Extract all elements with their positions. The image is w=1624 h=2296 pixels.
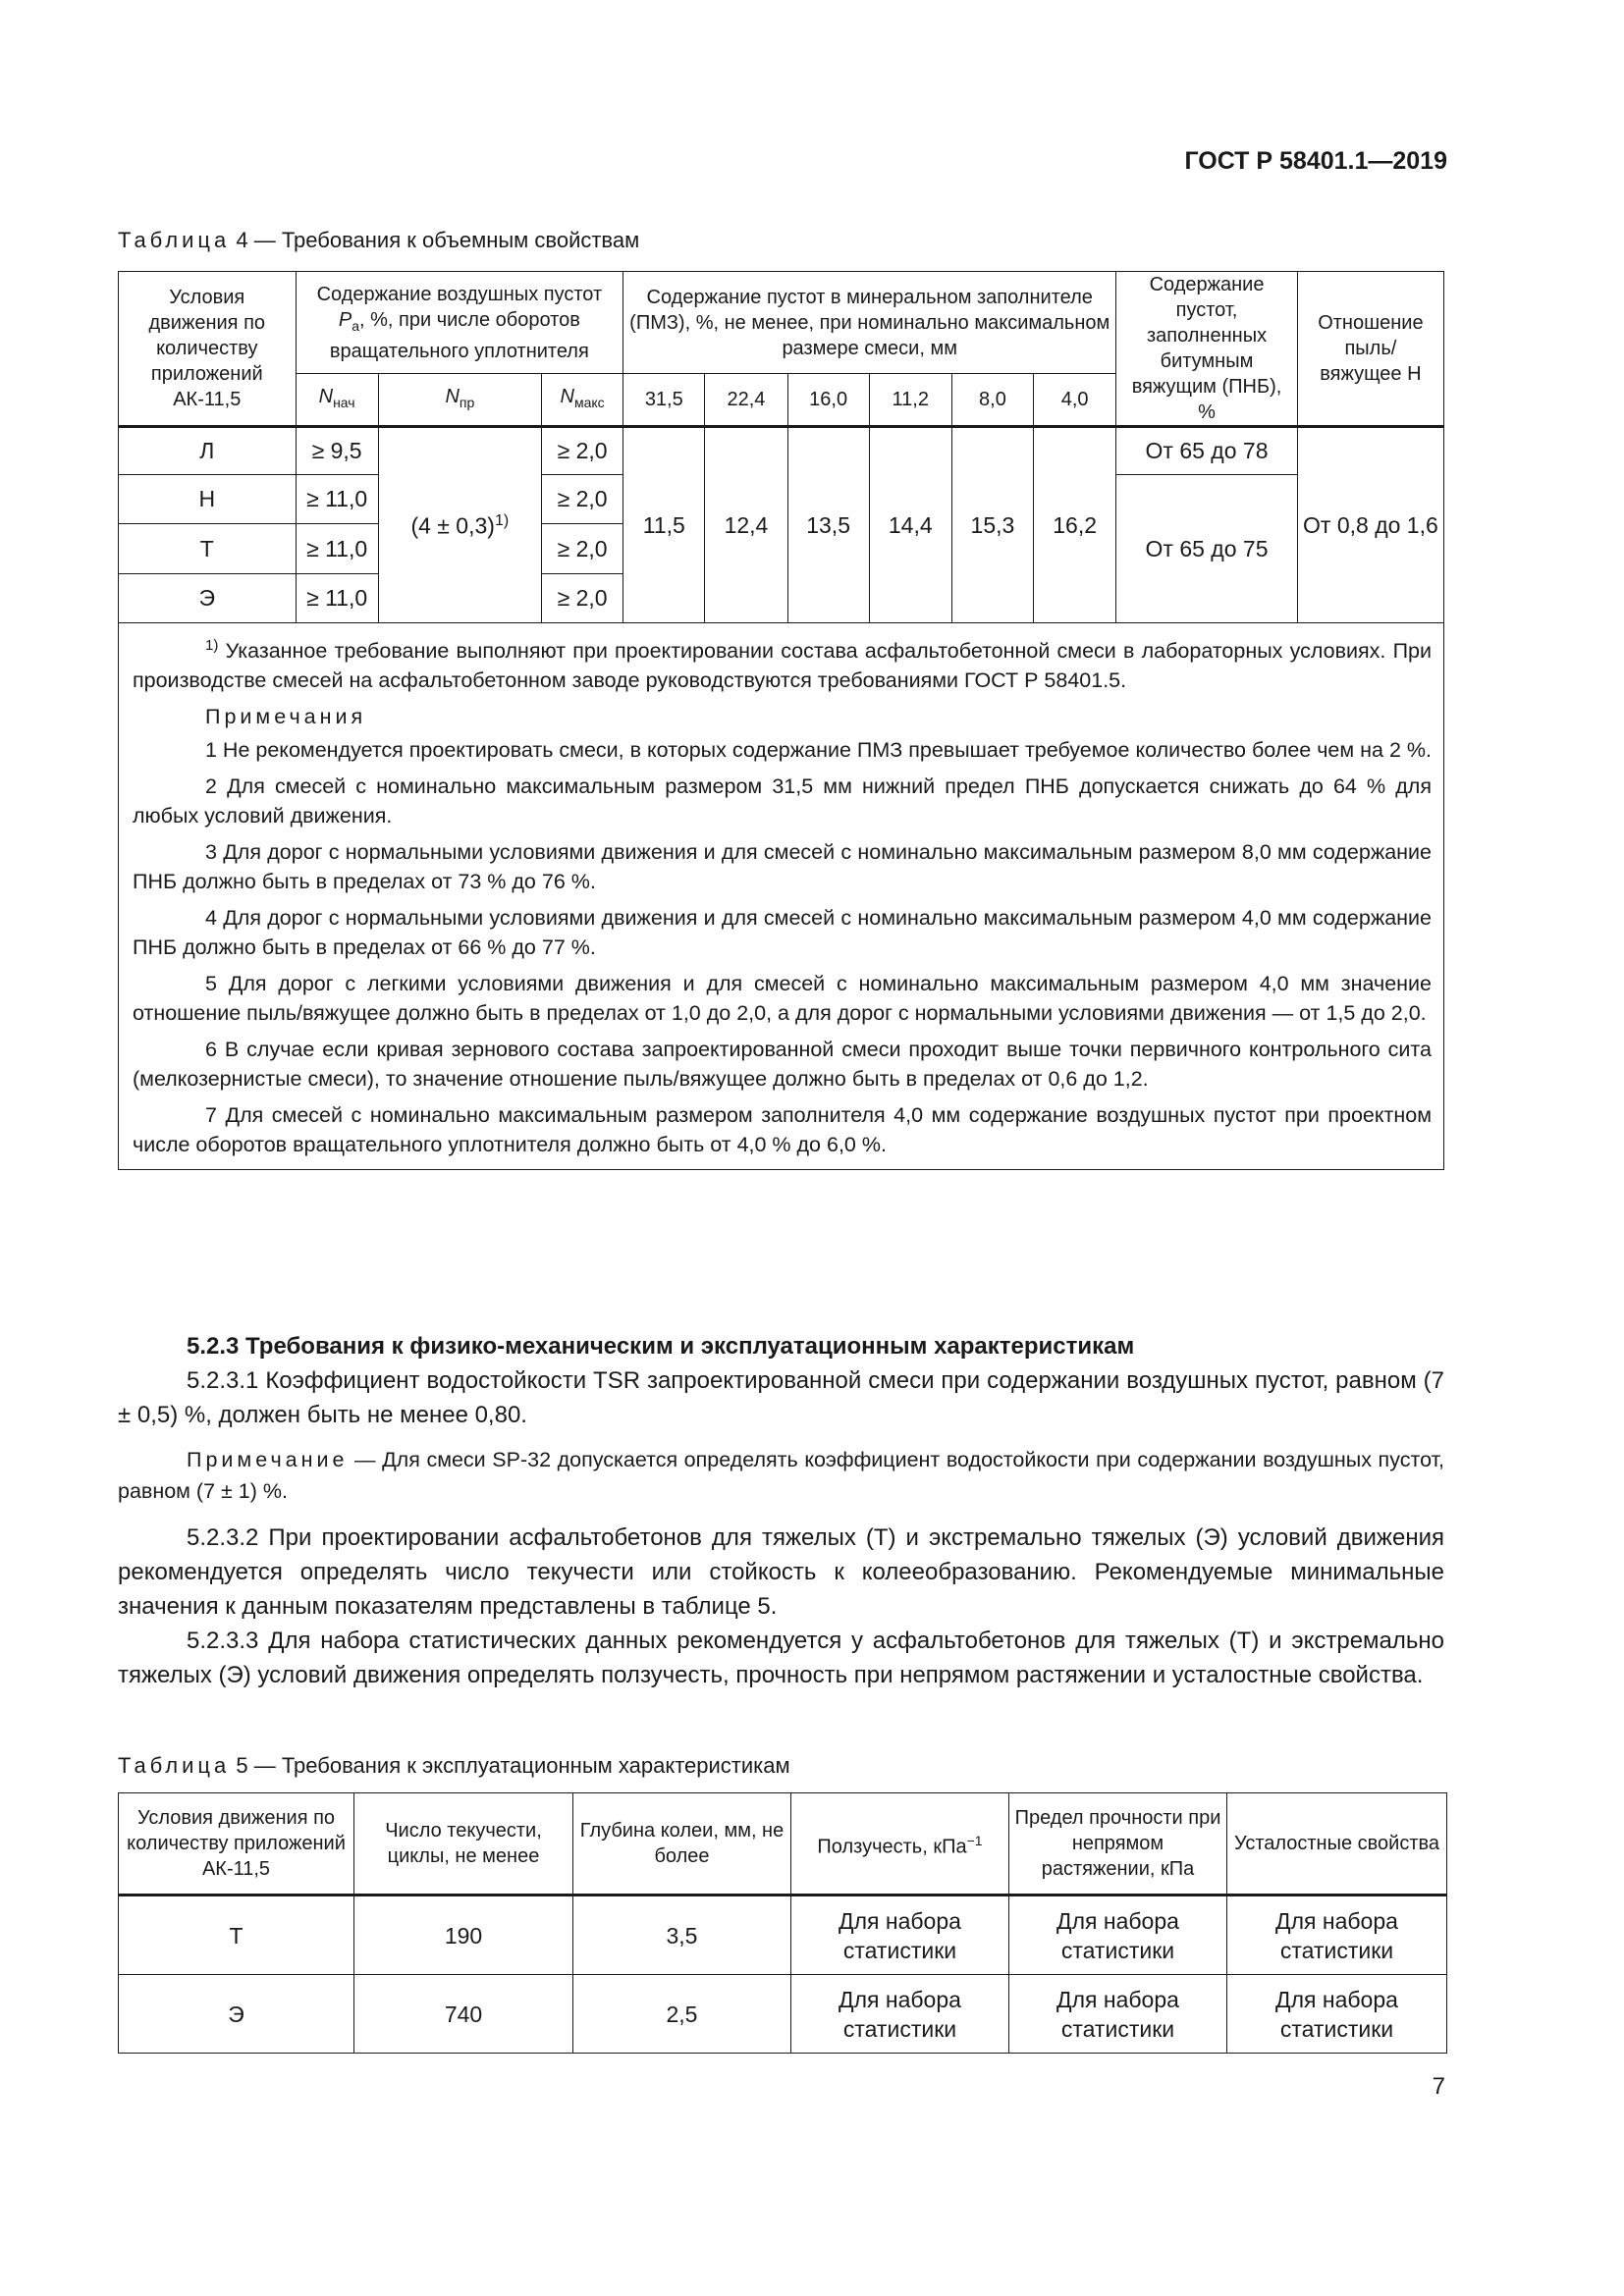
t4-cell-n-start: ≥ 11,0 — [296, 574, 378, 623]
t4-header-n-max: $N_{макс}$ — [542, 374, 623, 427]
t4-cell-vma: 14,4 — [869, 427, 951, 623]
t4-cell-n-start: ≥ 9,5 — [296, 427, 378, 475]
t4-cell-condition: Э — [119, 574, 297, 623]
t5-cell: Т — [119, 1896, 354, 1975]
t4-cell-n-max: ≥ 2,0 — [542, 475, 623, 524]
t4-cell-dust-ratio: От 0,8 до 1,6 — [1297, 427, 1443, 623]
t4-cell-vfa: От 65 до 78 — [1116, 427, 1298, 475]
t5-cell: Для набора статистики — [791, 1975, 1009, 2054]
section-note: Примечание — Для смеси SP-32 допускается определять коэффициент водостойкости при содержании воздушных пустот, равном (7 ± 1) %. — [118, 1448, 1444, 1503]
t5-cell: 740 — [354, 1975, 573, 2054]
t5-header: Усталостные свойства — [1227, 1793, 1447, 1896]
t4-header-vma: Содержание пустот в минеральном заполнителе (ПМЗ), %, не менее, при номинально максимальном размере смеси, мм — [623, 272, 1116, 374]
t5-header: Условия движения по количеству приложений АК-11,5 — [119, 1793, 354, 1896]
t4-cell-n-start: ≥ 11,0 — [296, 475, 378, 524]
t4-cell-n-max: ≥ 2,0 — [542, 524, 623, 574]
t4-note: 7 Для смесей с номинально максимальным размером заполнителя 4,0 мм содержание воздушных пустот при проектном числе оборотов вращательного уплотнителя должно быть от 4,0 % до 6,0 %. — [133, 1103, 1432, 1157]
table4 — [118, 271, 1444, 1170]
t4-header-size: 11,2 — [869, 374, 951, 427]
t5-cell: Для набора статистики — [1227, 1896, 1447, 1975]
t4-header-dust-ratio: Отношение пыль/ вяжущее Н — [1297, 272, 1443, 427]
table5 — [118, 1792, 1447, 2054]
t4-header-conditions: Условия движения по количеству приложений АК-11,5 — [119, 272, 297, 427]
t4-cell-vma: 16,2 — [1034, 427, 1116, 623]
t4-cell-vma: 11,5 — [623, 427, 705, 623]
t4-header-size: 16,0 — [787, 374, 869, 427]
t4-note: 3 Для дорог с нормальными условиями движения и для смесей с номинально максимальным размером 8,0 мм содержание ПНБ должно быть в пределах от 73 % до 76 %. — [133, 840, 1432, 894]
t4-header-size: 22,4 — [705, 374, 787, 427]
t4-cell-n-design: $(4 \pm 0,3)^{1)}$ — [378, 427, 541, 623]
t4-cell-condition: Т — [119, 524, 297, 574]
t5-cell: Для набора статистики — [1227, 1975, 1447, 2054]
t4-header-n-design: $N_{пр}$ — [378, 374, 541, 427]
t4-cell-vma: 13,5 — [787, 427, 869, 623]
t5-cell: Для набора статистики — [1009, 1896, 1227, 1975]
t4-cell-condition: Н — [119, 475, 297, 524]
t4-header-n-start: $N_{нач}$ — [296, 374, 378, 427]
t4-note: 4 Для дорог с нормальными условиями движения и для смесей с номинально максимальным размером 4,0 мм содержание ПНБ должно быть в пределах от 66 % до 77 %. — [133, 906, 1432, 960]
t5-header: Глубина колеи, мм, не более — [573, 1793, 791, 1896]
t4-cell-vma: 12,4 — [705, 427, 787, 623]
t4-cell-condition: Л — [119, 427, 297, 475]
t5-cell: Для набора статистики — [791, 1896, 1009, 1975]
table4-caption: Таблица 4 — Требования к объемным свойствам — [118, 228, 640, 252]
t4-notes — [119, 623, 1444, 1170]
t4-cell-n-max: ≥ 2,0 — [542, 574, 623, 623]
t4-header-air-voids: Содержание воздушных пустот $P_a$, %, при числе оборотов вращательного уплотнителя — [296, 272, 623, 374]
t4-cell-vma: 15,3 — [951, 427, 1033, 623]
t4-cell-vfa: От 65 до 75 — [1116, 475, 1298, 623]
t4-header-vfa: Содержание пустот, заполненных битумным вяжущим (ПНБ), % — [1116, 272, 1298, 427]
section-5-2-3 — [118, 1329, 1444, 1692]
document-id: ГОСТ Р 58401.1—2019 — [1184, 147, 1447, 175]
paragraph-5-2-3-1: 5.2.3.1 Коэффициент водостойкости TSR запроектированной смеси при содержании воздушных пустот, равном (7 ± 0,5) %, должен быть не менее 0,80. — [118, 1367, 1444, 1428]
t5-cell: Э — [119, 1975, 354, 2054]
t4-header-size: 31,5 — [623, 374, 705, 427]
t4-note: 2 Для смесей с номинально максимальным размером 31,5 мм нижний предел ПНБ допускается снижать до 64 % для любых условий движения. — [133, 774, 1432, 828]
t4-cell-n-start: ≥ 11,0 — [296, 524, 378, 574]
t5-header: Предел прочности при непрямом растяжении, кПа — [1009, 1793, 1227, 1896]
table5-caption: Таблица 5 — Требования к эксплуатационным характеристикам — [118, 1753, 790, 1778]
t5-cell: 190 — [354, 1896, 573, 1975]
t5-cell: 3,5 — [573, 1896, 791, 1975]
t4-header-size: 4,0 — [1034, 374, 1116, 427]
t4-note: 1 Не рекомендуется проектировать смеси, в которых содержание ПМЗ превышает требуемое количество более чем на 2 %. — [205, 738, 1432, 763]
t5-header: Число текучести, циклы, не менее — [354, 1793, 573, 1896]
t4-header-size: 8,0 — [951, 374, 1033, 427]
t5-header: Ползучесть, кПа$^{-1}$ — [791, 1793, 1009, 1896]
t4-cell-n-max: ≥ 2,0 — [542, 427, 623, 475]
t4-note: 6 В случае если кривая зернового состава запроектированной смеси проходит выше точки первичного контрольного сита (мелкозернистые смеси), то значение отношение пыль/вяжущее должно быть в пределах от 0,6 до 1,2. — [133, 1038, 1432, 1092]
page-number: 7 — [1432, 2073, 1445, 2100]
t5-cell: 2,5 — [573, 1975, 791, 2054]
t5-cell: Для набора статистики — [1009, 1975, 1227, 2054]
t4-footnote: $^{1)}$ Указанное требование выполняют при проектировании состава асфальтобетонной смеси в лабораторных условиях. При производстве смесей на асфальтобетонном заводе руководствуются требованиями ГОСТ Р 58401.5. — [133, 637, 1432, 693]
paragraph-5-2-3-3: 5.2.3.3 Для набора статистических данных рекомендуется у асфальтобетонов для тяжелых (Т) и экстремально тяжелых (Э) условий движения определять ползучесть, прочность при непрямом растяжении и усталостные свойства. — [118, 1628, 1444, 1688]
t4-note: 5 Для дорог с легкими условиями движения и для смесей с номинально максимальным размером 4,0 мм значение отношение пыль/вяжущее должно быть в пределах от 1,0 до 2,0, а для дорог с нормальными условиями движения — от 1,5 до 2,0. — [133, 972, 1432, 1026]
paragraph-5-2-3-2: 5.2.3.2 При проектировании асфальтобетонов для тяжелых (Т) и экстремально тяжелых (Э) условий движения рекомендуется определять число текучести или стойкость к колееобразованию. Рекомендуемые минимальные значения к данным показателям представлены в таблице 5. — [118, 1524, 1444, 1620]
t4-notes-title: Примечания — [205, 705, 367, 729]
section-heading: 5.2.3 Требования к физико-механическим и эксплуатационным характеристикам — [187, 1333, 1135, 1360]
